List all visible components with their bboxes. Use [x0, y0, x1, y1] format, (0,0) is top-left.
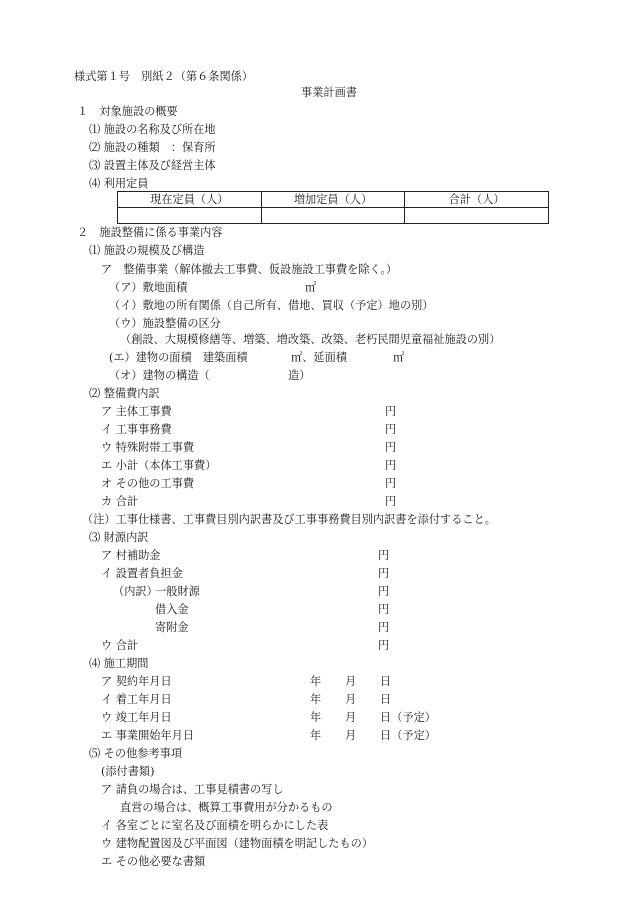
cost-item-label: エ 小計（本体工事費）: [101, 459, 217, 472]
cost-item-unit: 円: [385, 423, 397, 436]
cell-added-capacity: [261, 208, 405, 224]
schedule-month: 月: [345, 711, 357, 724]
fund-owner-burden: イ 設置者負担金: [101, 567, 183, 580]
schedule-item-label: ア 契約年月日: [101, 675, 172, 688]
s2-p1-a2: （イ）敷地の所有関係（自己所有、借地、買収（予定）地の別）: [109, 299, 434, 312]
schedule-month: 月: [345, 693, 357, 706]
fund-general: 一般財源: [155, 585, 200, 598]
fund-unit: 円: [378, 639, 390, 652]
s2-p1-a4: (エ）建物の面積 建築面積: [109, 351, 248, 364]
fund-breakdown-label: （内訳）: [113, 585, 158, 598]
schedule-year: 年: [310, 693, 322, 706]
schedule-year: 年: [310, 675, 322, 688]
cost-item-label: カ 合計: [101, 495, 139, 508]
schedule-month: 月: [345, 675, 357, 688]
header-added-capacity: 増加定員（人）: [261, 192, 405, 208]
s2-p3-label: ⑶ 財源内訳: [89, 531, 149, 544]
fund-unit: 円: [378, 585, 390, 598]
s2-p1-a3: （ウ）施設整備の区分: [109, 317, 221, 330]
header-current-capacity: 現在定員（人）: [118, 192, 262, 208]
schedule-year: 年: [310, 729, 322, 742]
fund-unit: 円: [378, 567, 390, 580]
table-row: [118, 208, 549, 224]
s1-item-capacity: ⑷ 利用定員: [89, 177, 149, 190]
s2-p2-label: ⑵ 整備費内訳: [89, 387, 160, 400]
schedule-item-label: エ 事業開始年月日: [101, 729, 195, 742]
s2-p1-a3-note: （創設、大規模修繕等、増築、増改築、改築、老朽民間児童福祉施設の別）: [120, 333, 501, 346]
document-title: 事業計画書: [301, 86, 357, 99]
schedule-day: 日（予定）: [380, 729, 436, 742]
s2-p4-label: ⑷ 施工期間: [89, 657, 149, 670]
fund-loan: 借入金: [155, 603, 189, 616]
s1-item-operator: ⑶ 設置主体及び経営主体: [89, 159, 216, 172]
attachment-item: ア 請負の場合は、工事見積書の写し: [101, 783, 284, 796]
attachment-item: エ その他必要な書類: [101, 855, 206, 868]
attachments-label: (添付書類): [101, 765, 155, 778]
section-2-heading: ２ 施設整備に係る事業内容: [77, 226, 223, 239]
cost-item-unit: 円: [385, 477, 397, 490]
fund-donation: 寄附金: [155, 621, 189, 634]
s2-p1-a5-end: 造）: [288, 369, 311, 382]
fund-unit: 円: [378, 603, 390, 616]
schedule-month: 月: [345, 729, 357, 742]
s2-p1-label: ⑴ 施設の規模及び構造: [89, 244, 205, 257]
site-area-unit: ㎡: [305, 281, 317, 294]
attachment-item-sub: 直営の場合は、概算工事費用が分かるもの: [120, 801, 333, 814]
schedule-item-label: ウ 竣工年月日: [101, 711, 172, 724]
cost-item-label: イ 工事事務費: [101, 423, 172, 436]
fund-total: ウ 合計: [101, 639, 139, 652]
floor-area-unit: ㎡: [393, 351, 405, 364]
s2-p1-a1: （ア）敷地面積: [109, 281, 188, 294]
cost-note: （注）工事仕様書、工事費目別内訳書及び工事事務費目別内訳書を添付すること。: [82, 513, 496, 526]
s2-p1-a: ア 整備事業（解体撤去工事費、仮設施設工事費を除く。）: [101, 263, 398, 276]
cost-item-unit: 円: [385, 495, 397, 508]
building-area-unit: ㎡、延面積: [291, 351, 347, 364]
cost-item-label: ウ 特殊附帯工事費: [101, 441, 195, 454]
table-header-row: [118, 192, 549, 208]
capacity-table: [117, 191, 549, 224]
s2-p5-label: ⑸ その他参考事項: [89, 747, 183, 760]
s2-p1-a5: （オ）建物の構造（: [109, 369, 210, 382]
cell-current-capacity: [118, 208, 262, 224]
fund-village-subsidy: ア 村補助金: [101, 549, 161, 562]
s1-item-facility-type: ⑵ 施設の種類 ：保育所: [89, 141, 216, 154]
cost-item-label: ア 主体工事費: [101, 405, 172, 418]
schedule-day: 日（予定）: [380, 711, 436, 724]
cost-item-unit: 円: [385, 441, 397, 454]
cost-item-unit: 円: [385, 405, 397, 418]
cost-item-label: オ その他の工事費: [101, 477, 195, 490]
schedule-year: 年: [310, 711, 322, 724]
section-1-heading: １ 対象施設の概要: [77, 105, 178, 118]
fund-unit: 円: [378, 621, 390, 634]
header-total-capacity: 合計（人）: [405, 192, 549, 208]
attachment-item: ウ 建物配置図及び平面図（建物面積を明記したもの）: [101, 837, 374, 850]
s1-item-facility-name: ⑴ 施設の名称及び所在地: [89, 123, 216, 136]
schedule-day: 日: [380, 693, 392, 706]
fund-unit: 円: [378, 549, 390, 562]
schedule-item-label: イ 着工年月日: [101, 693, 172, 706]
cost-item-unit: 円: [385, 459, 397, 472]
cell-total-capacity: [405, 208, 549, 224]
schedule-day: 日: [380, 675, 392, 688]
form-label: 様式第１号 別紙２（第６条関係）: [74, 70, 254, 83]
attachment-item: イ 各室ごとに室名及び面積を明らかにした表: [101, 819, 329, 832]
